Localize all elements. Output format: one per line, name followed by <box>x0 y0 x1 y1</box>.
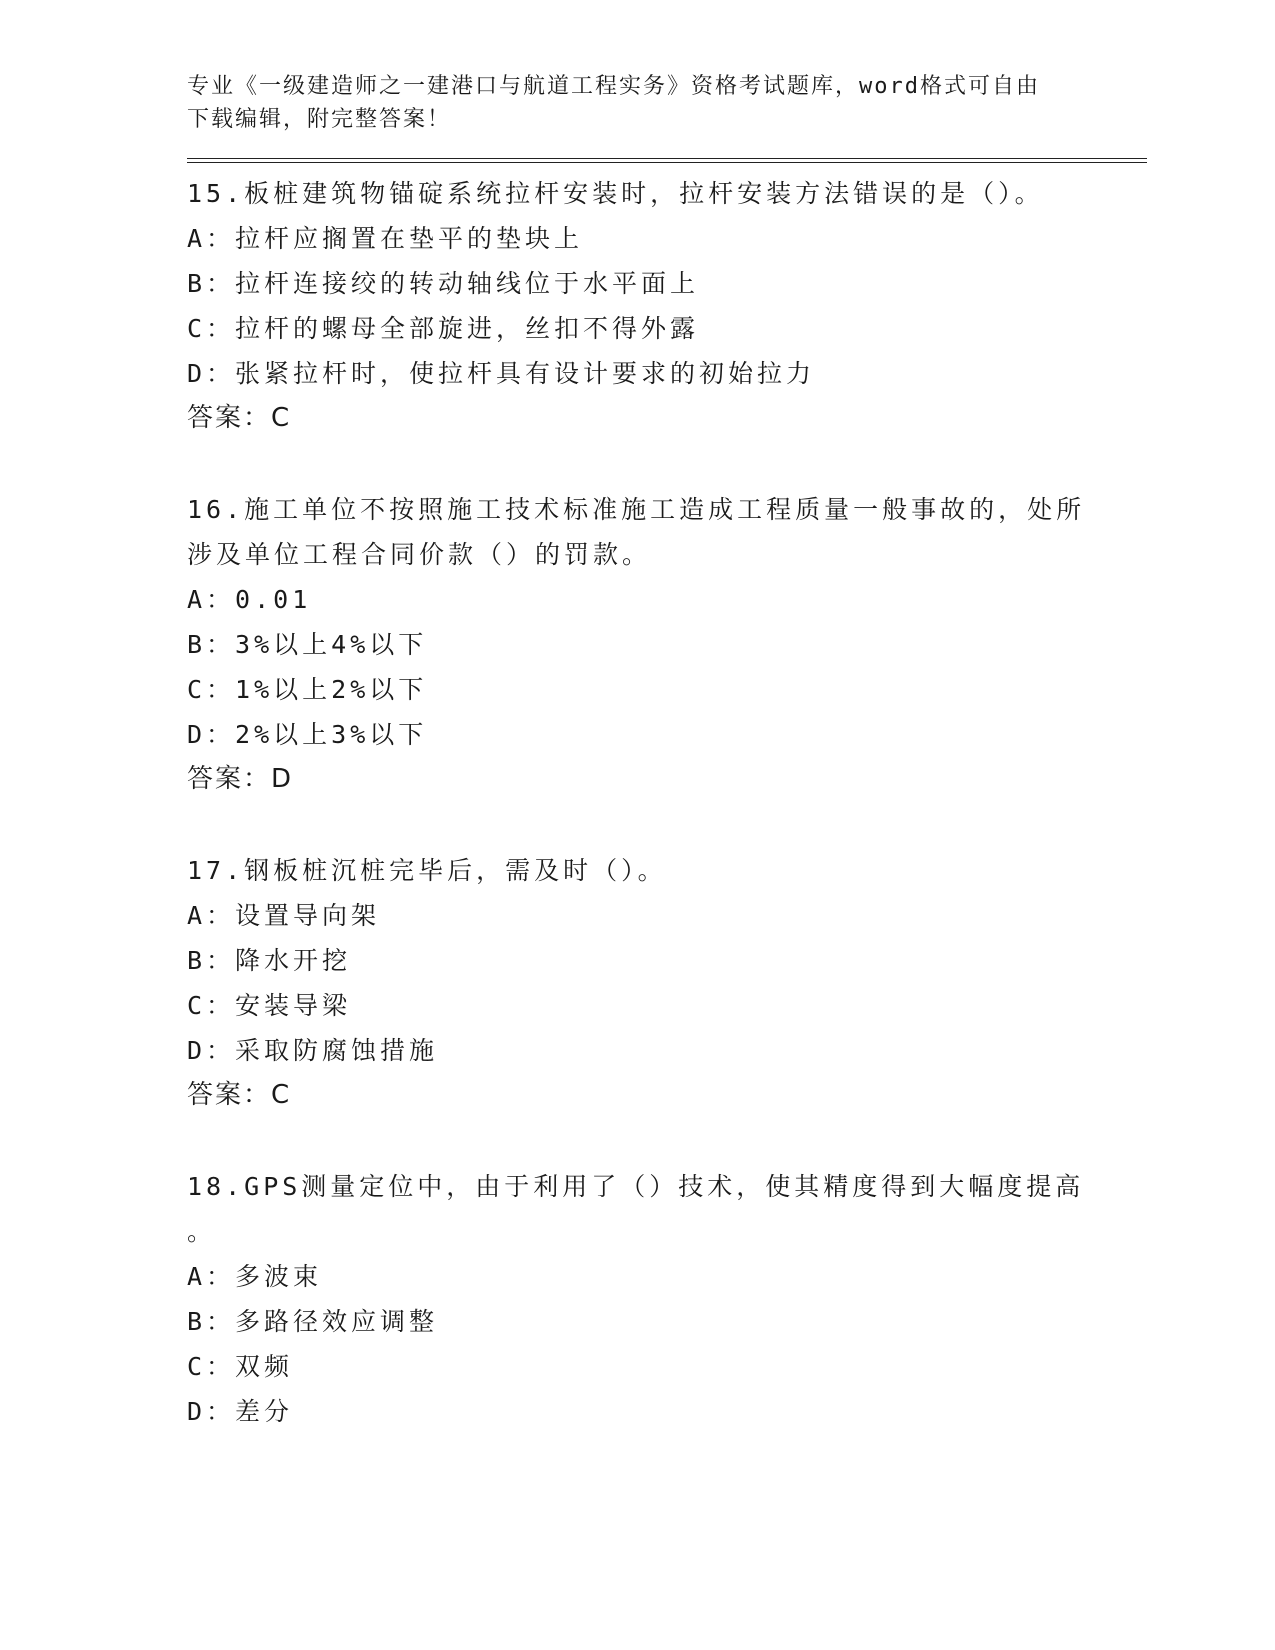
document-header <box>187 70 1147 136</box>
question-stem: 18.GPS测量定位中，由于利用了（）技术，使其精度得到大幅度提高 <box>187 1172 1085 1201</box>
answer: 答案：D <box>187 764 294 794</box>
option-b: B：拉杆连接绞的转动轴线位于水平面上 <box>187 269 700 298</box>
option-c: C：安装导梁 <box>187 991 352 1020</box>
question-stem: 16.施工单位不按照施工技术标准施工造成工程质量一般事故的，处所 <box>187 495 1086 524</box>
question-stem: 15.板桩建筑物锚碇系统拉杆安装时，拉杆安装方法错误的是（）。 <box>187 179 1044 208</box>
option-a: A：拉杆应搁置在垫平的垫块上 <box>187 224 584 253</box>
question-18 <box>187 1164 1147 1434</box>
option-c: C：拉杆的螺母全部旋进，丝扣不得外露 <box>187 314 700 343</box>
answer: 答案：C <box>187 1080 292 1110</box>
option-d: D：差分 <box>187 1397 294 1426</box>
question-stem-continued: 涉及单位工程合同价款（）的罚款。 <box>187 540 652 569</box>
document-page <box>187 70 1147 1480</box>
option-a: A：0.01 <box>187 585 312 614</box>
option-a: A：设置导向架 <box>187 901 381 930</box>
option-b: B：多路径效应调整 <box>187 1307 439 1336</box>
option-d: D：采取防腐蚀措施 <box>187 1036 439 1065</box>
question-stem: 17.钢板桩沉桩完毕后，需及时（）。 <box>187 856 667 885</box>
option-a: A：多波束 <box>187 1262 323 1291</box>
option-c: C：1%以上2%以下 <box>187 675 428 704</box>
option-c: C：双频 <box>187 1352 294 1381</box>
header-divider <box>187 158 1147 163</box>
option-b: B：3%以上4%以下 <box>187 630 428 659</box>
option-b: B：降水开挖 <box>187 946 352 975</box>
question-16 <box>187 487 1147 802</box>
question-stem-continued: 。 <box>187 1217 217 1246</box>
answer: 答案：C <box>187 403 292 433</box>
question-17 <box>187 848 1147 1118</box>
option-d: D：张紧拉杆时，使拉杆具有设计要求的初始拉力 <box>187 359 816 388</box>
header-line-2: 下载编辑，附完整答案！ <box>187 107 452 132</box>
option-d: D：2%以上3%以下 <box>187 720 428 749</box>
header-line-1: 专业《一级建造师之一建港口与航道工程实务》资格考试题库，word格式可自由 <box>187 74 1040 99</box>
question-15 <box>187 171 1147 441</box>
